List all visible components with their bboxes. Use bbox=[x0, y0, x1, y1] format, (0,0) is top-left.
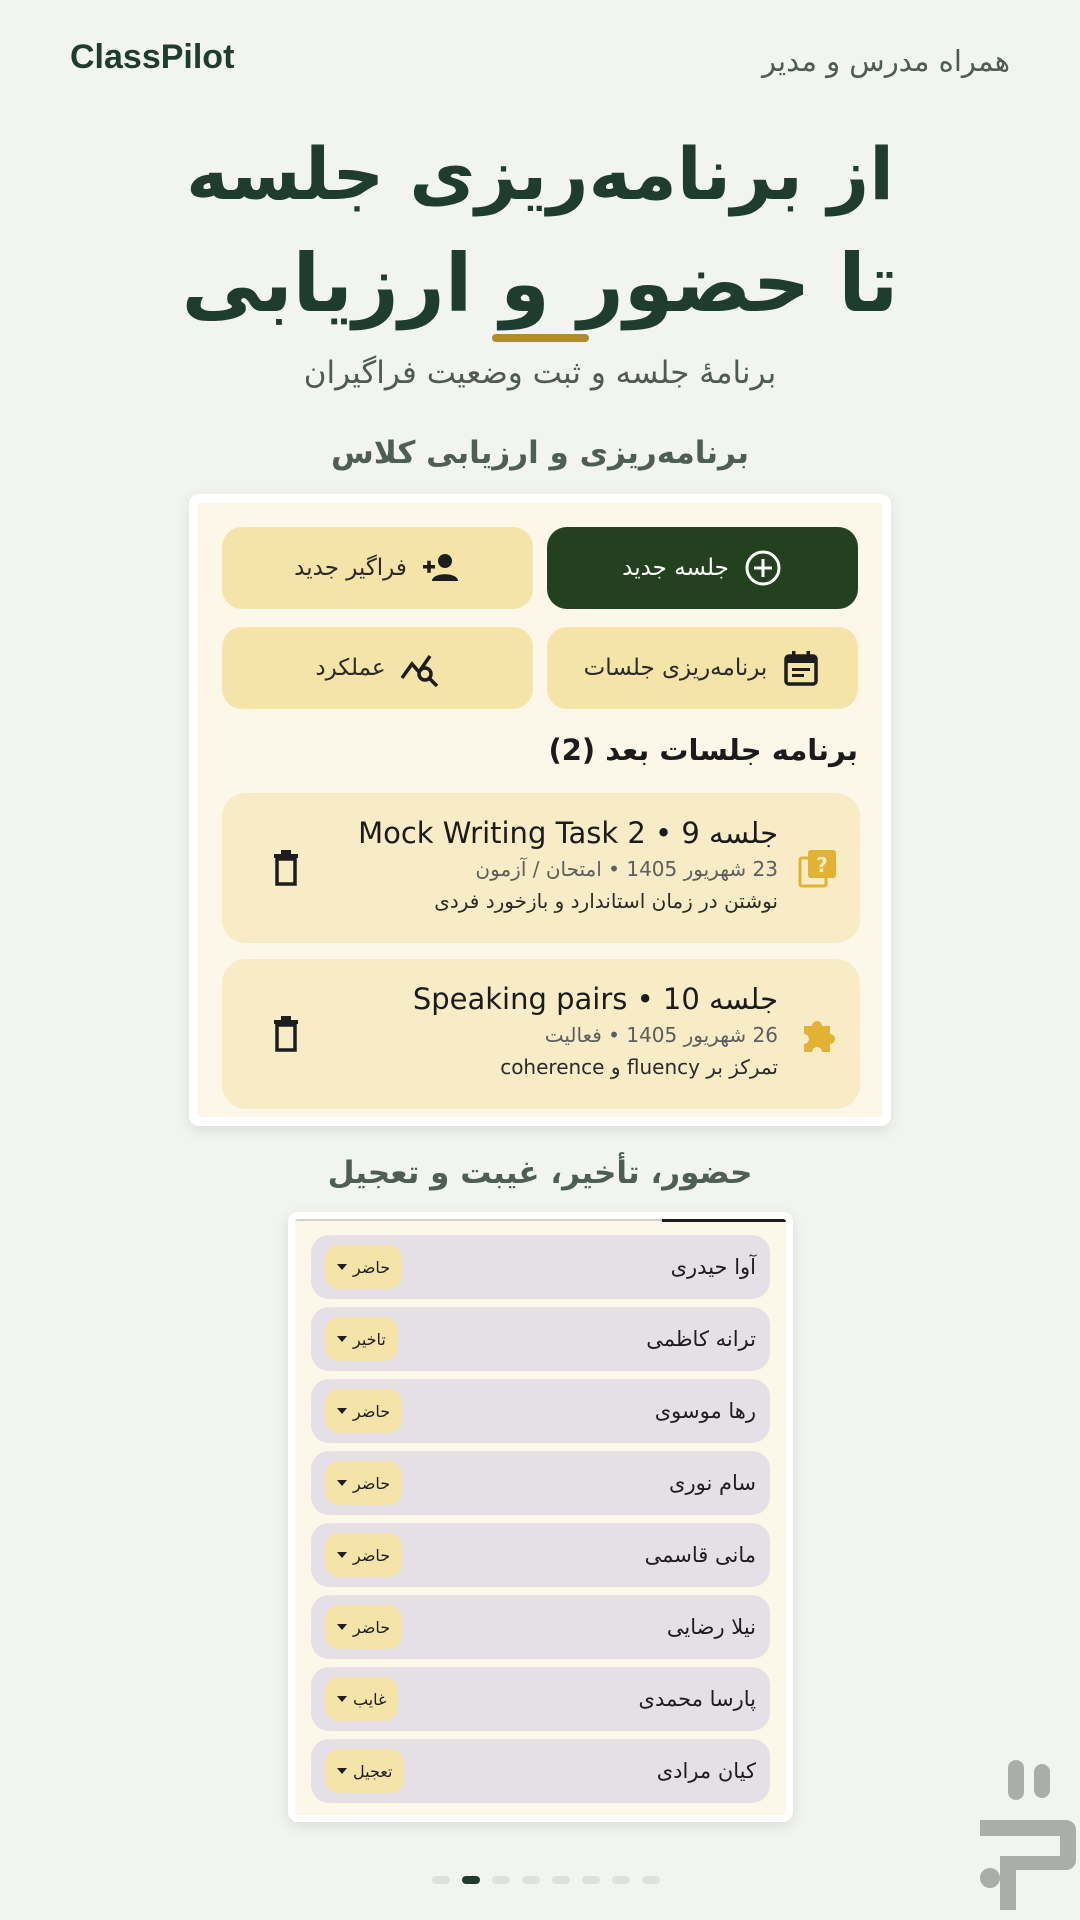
status-dropdown[interactable] bbox=[325, 1605, 402, 1649]
chevron-down-icon bbox=[337, 1336, 347, 1342]
learner-name: مانی قاسمی bbox=[644, 1543, 756, 1567]
status-dropdown[interactable] bbox=[325, 1317, 398, 1361]
attendance-row bbox=[311, 1235, 770, 1299]
chevron-down-icon bbox=[337, 1624, 347, 1630]
status-value: حاضر bbox=[353, 1617, 391, 1637]
new-learner-label: فراگیر جدید bbox=[294, 555, 407, 581]
chevron-down-icon bbox=[337, 1768, 347, 1774]
performance-button[interactable] bbox=[222, 627, 533, 709]
page-dot[interactable] bbox=[582, 1876, 600, 1884]
new-learner-button[interactable] bbox=[222, 527, 533, 609]
store-watermark-logo bbox=[976, 1760, 1076, 1910]
attendance-row bbox=[311, 1307, 770, 1371]
status-value: غایب bbox=[353, 1689, 387, 1709]
trash-icon[interactable] bbox=[266, 848, 306, 888]
page-dot[interactable] bbox=[432, 1876, 450, 1884]
attendance-screen bbox=[288, 1212, 793, 1822]
chevron-down-icon bbox=[337, 1408, 347, 1414]
brand-logo: ClassPilot bbox=[70, 38, 235, 76]
status-dropdown[interactable] bbox=[325, 1677, 398, 1721]
session-description: تمرکز بر fluency و coherence bbox=[500, 1055, 778, 1079]
attendance-row bbox=[311, 1667, 770, 1731]
active-tab-indicator bbox=[662, 1219, 786, 1222]
hero-line-1: از برنامه‌ریزی جلسه bbox=[186, 132, 894, 216]
learner-name: پارسا محمدی bbox=[638, 1687, 756, 1711]
planning-section-title: برنامه‌ریزی و ارزیابی کلاس bbox=[331, 435, 749, 471]
svg-text:?: ? bbox=[816, 853, 828, 877]
status-dropdown[interactable] bbox=[325, 1749, 404, 1793]
session-title: جلسه 10 • Speaking pairs bbox=[412, 982, 778, 1016]
attendance-row bbox=[311, 1451, 770, 1515]
attendance-row bbox=[311, 1523, 770, 1587]
schedule-sessions-button[interactable] bbox=[547, 627, 858, 709]
chevron-down-icon bbox=[337, 1696, 347, 1702]
page-dot[interactable] bbox=[552, 1876, 570, 1884]
trash-icon[interactable] bbox=[266, 1014, 306, 1054]
status-dropdown[interactable] bbox=[325, 1245, 402, 1289]
hero-title bbox=[0, 120, 1080, 340]
chevron-down-icon bbox=[337, 1264, 347, 1270]
session-description: نوشتن در زمان استاندارد و بازخورد فردی bbox=[434, 889, 778, 913]
session-card[interactable] bbox=[222, 793, 860, 943]
learner-name: رها موسوی bbox=[654, 1399, 756, 1423]
session-card[interactable] bbox=[222, 959, 860, 1109]
learner-name: ترانه کاظمی bbox=[646, 1327, 756, 1351]
page-indicator bbox=[432, 1876, 660, 1884]
status-value: حاضر bbox=[353, 1401, 391, 1421]
status-value: حاضر bbox=[353, 1257, 391, 1277]
page-dot[interactable] bbox=[612, 1876, 630, 1884]
hero-line-2: تا حضور و ارزیابی bbox=[181, 237, 899, 330]
status-value: تعجیل bbox=[353, 1761, 393, 1781]
page-dot[interactable] bbox=[462, 1876, 480, 1884]
attendance-row bbox=[311, 1379, 770, 1443]
page-dot[interactable] bbox=[642, 1876, 660, 1884]
page-dot[interactable] bbox=[522, 1876, 540, 1884]
attendance-row bbox=[311, 1595, 770, 1659]
planning-screen bbox=[189, 494, 891, 1126]
accent-divider bbox=[492, 334, 589, 342]
attendance-row bbox=[311, 1739, 770, 1803]
new-session-label: جلسه جدید bbox=[622, 555, 729, 581]
page-dot[interactable] bbox=[492, 1876, 510, 1884]
learner-name: نیلا رضایی bbox=[666, 1615, 756, 1639]
upcoming-sessions-title: برنامه جلسات بعد (2) bbox=[548, 733, 858, 767]
chevron-down-icon bbox=[337, 1552, 347, 1558]
query-stats-icon bbox=[400, 648, 440, 688]
person-add-icon bbox=[421, 548, 461, 588]
session-meta: 26 شهریور 1405 • فعالیت bbox=[544, 1023, 778, 1047]
status-value: تاخیر bbox=[353, 1329, 386, 1349]
chevron-down-icon bbox=[337, 1480, 347, 1486]
calendar-icon bbox=[781, 648, 821, 688]
new-session-button[interactable] bbox=[547, 527, 858, 609]
session-title: جلسه 9 • Mock Writing Task 2 bbox=[358, 816, 778, 850]
attendance-section-title: حضور، تأخیر، غیبت و تعجیل bbox=[327, 1155, 753, 1191]
learner-name: کیان مرادی bbox=[656, 1759, 756, 1783]
add-circle-icon bbox=[743, 548, 783, 588]
performance-label: عملکرد bbox=[315, 655, 386, 681]
session-meta: 23 شهریور 1405 • امتحان / آزمون bbox=[475, 857, 778, 881]
tagline: همراه مدرس و مدیر bbox=[762, 44, 1010, 78]
status-dropdown[interactable] bbox=[325, 1533, 402, 1577]
hero-subtitle: برنامهٔ جلسه و ثبت وضعیت فراگیران bbox=[303, 355, 777, 391]
status-value: حاضر bbox=[353, 1473, 391, 1493]
quiz-icon bbox=[798, 848, 838, 888]
puzzle-icon bbox=[798, 1014, 838, 1054]
status-value: حاضر bbox=[353, 1545, 391, 1565]
learner-name: آوا حیدری bbox=[670, 1255, 756, 1279]
schedule-sessions-label: برنامه‌ریزی جلسات bbox=[583, 655, 768, 681]
status-dropdown[interactable] bbox=[325, 1389, 402, 1433]
status-dropdown[interactable] bbox=[325, 1461, 402, 1505]
learner-name: سام نوری bbox=[669, 1471, 756, 1495]
